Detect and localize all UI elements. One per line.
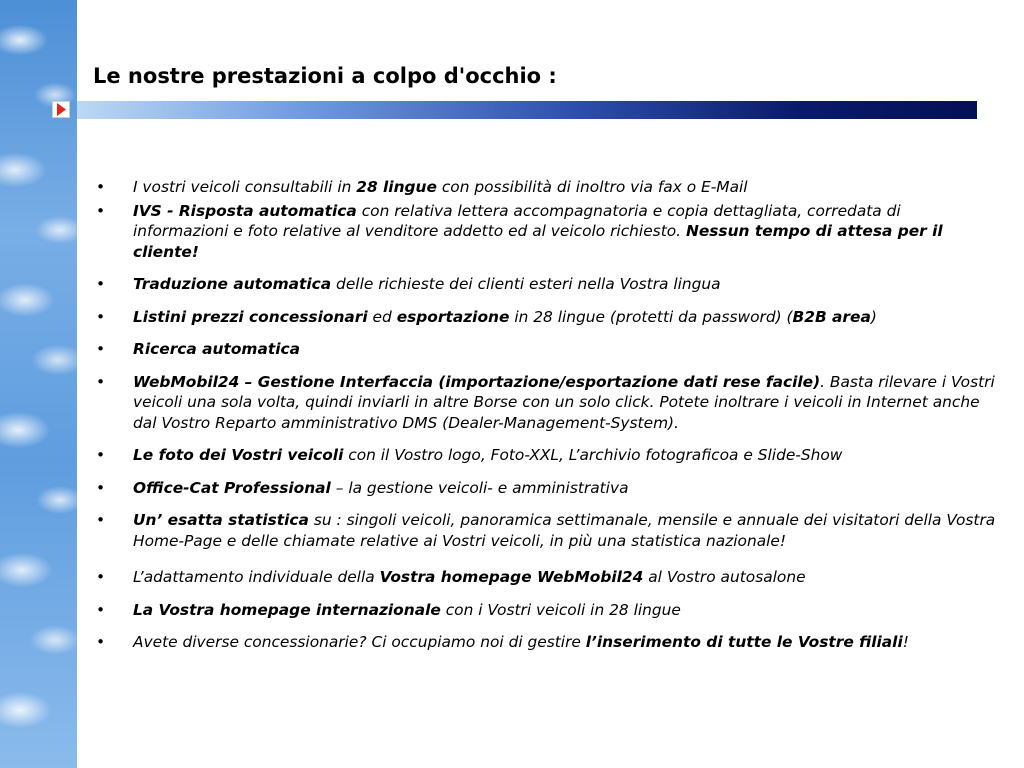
list-item: • Office-Cat Professional – la gestione veicoli- e amministrativa: [96, 478, 996, 499]
list-item: • I vostri veicoli consultabili in 28 lingue con possibilità di inoltro via fax o E-Mail: [96, 177, 996, 198]
list-item: • Avete diverse concessionarie? Ci occupiamo noi di gestire l’inserimento di tutte le Vostre filiali!: [96, 632, 996, 653]
list-item: • Listini prezzi concessionari ed esportazione in 28 lingue (protetti da password) (B2B area): [96, 307, 996, 328]
list-item: • WebMobil24 – Gestione Interfaccia (importazione/esportazione dati rese facile). Basta rilevare i Vostri veicoli una sola volta, quindi inviarli in altre Borse con un solo click. Potete inoltrare i veicoli in Internet anche dal Vostro Reparto amministrativo DMS (Dealer-Management-System).: [96, 372, 996, 434]
list-item: • Le foto dei Vostri veicoli con il Vostro logo, Foto-XXL, L’archivio fotograficoa e Slide-Show: [96, 445, 996, 466]
list-item: • La Vostra homepage internazionale con i Vostri veicoli in 28 lingue: [96, 600, 996, 621]
list-item: • Traduzione automatica delle richieste dei clienti esteri nella Vostra lingua: [96, 274, 996, 295]
list-item: • Ricerca automatica: [96, 339, 996, 360]
feature-list: [96, 177, 996, 665]
list-item: • Un’ esatta statistica su : singoli veicoli, panoramica settimanale, mensile e annuale dei visitatori della Vostra Home-Page e delle chiamate relative ai Vostri veicoli, in più una statistica nazionale!: [96, 510, 996, 551]
page-title: Le nostre prestazioni a colpo d'occhio :: [93, 64, 557, 88]
list-item: • L’adattamento individuale della Vostra homepage WebMobil24 al Vostro autosalone: [96, 567, 996, 588]
title-underline-bar: [77, 101, 977, 119]
list-item: • IVS - Risposta automatica con relativa lettera accompagnatoria e copia dettagliata, corredata di informazioni e foto relative al venditore addetto ed al veicolo richiesto. Nessun tempo di attesa per il cliente!: [96, 201, 996, 263]
arrow-marker-icon: [52, 101, 70, 118]
